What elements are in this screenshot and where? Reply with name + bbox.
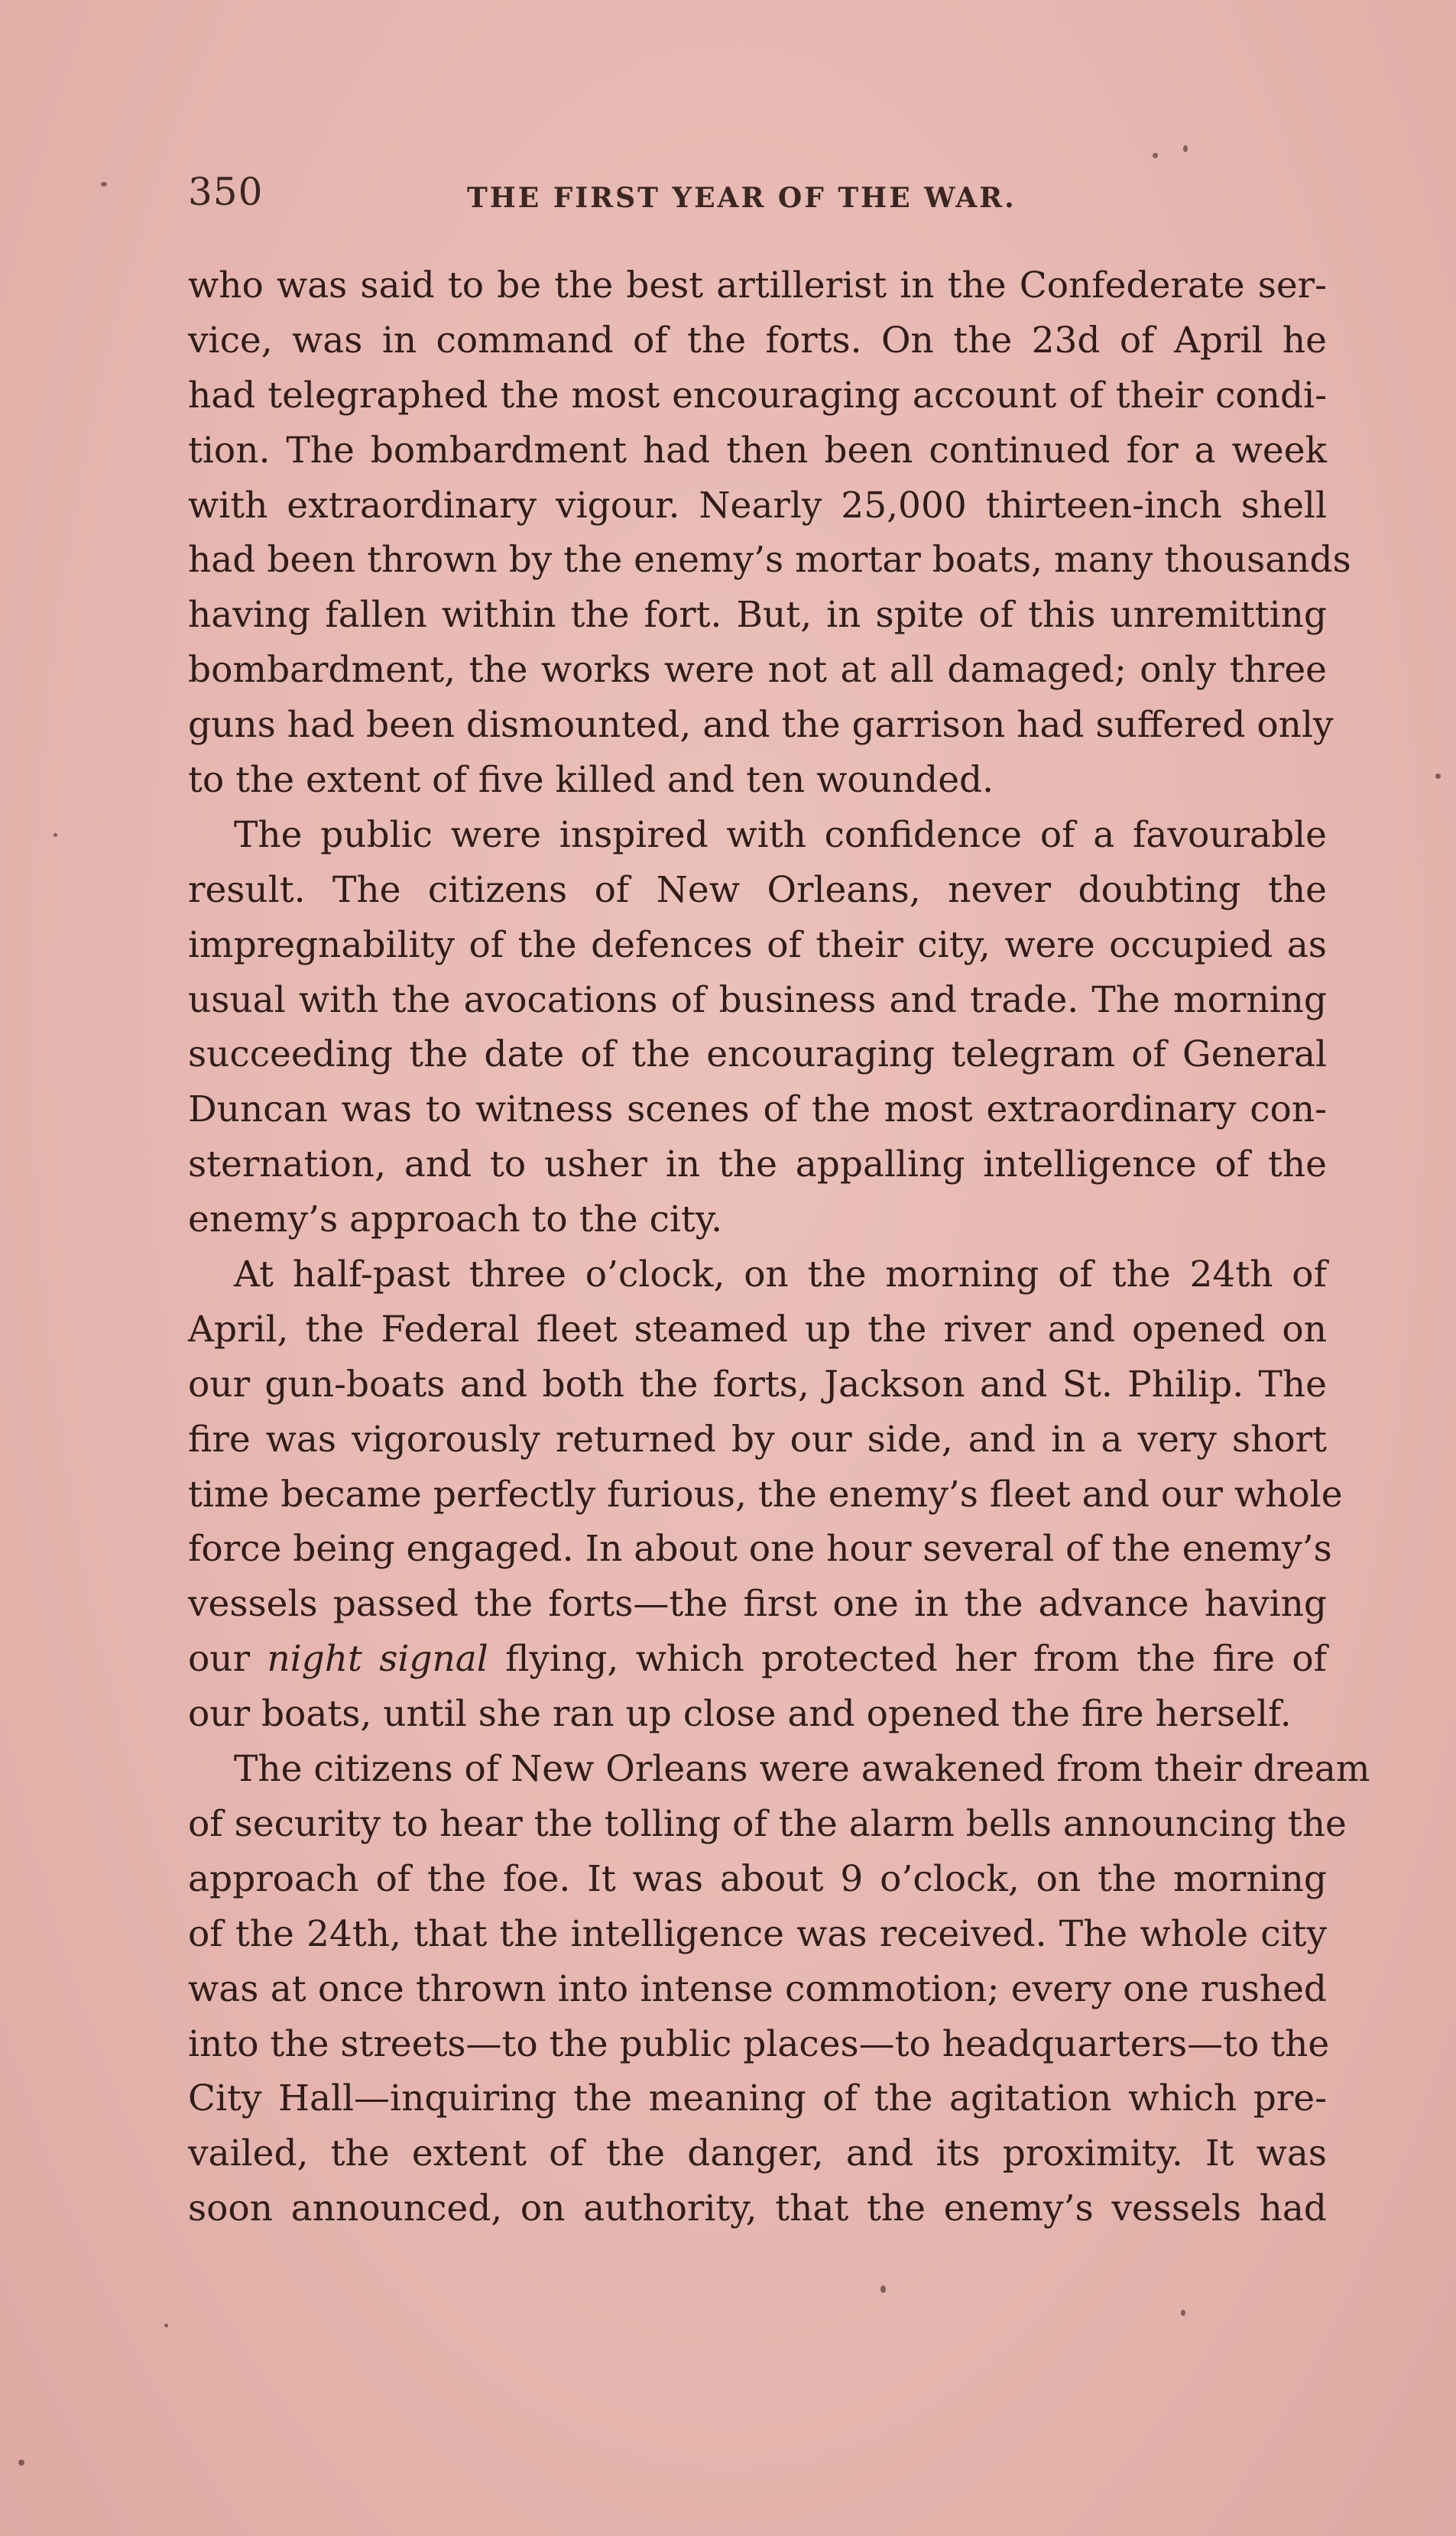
text-line: usual with the avocations of business and trade. The morning bbox=[188, 978, 1327, 1021]
text-line: had been thrown by the enemy’s mortar boats, many thousands bbox=[188, 539, 1351, 582]
text-line: vice, was in command of the forts. On the 23d of April he bbox=[188, 319, 1327, 362]
page-number: 350 bbox=[188, 170, 264, 214]
text-line: to the extent of five killed and ten wounded. bbox=[188, 759, 994, 802]
text-line: bombardment, the works were not at all damaged; only three bbox=[188, 649, 1327, 692]
text-line: approach of the foe. It was about 9 o’clock, on the morning bbox=[188, 1857, 1327, 1900]
text-line bbox=[188, 1632, 1327, 1687]
text-line: vessels passed the forts—the first one in the advance having bbox=[188, 1583, 1327, 1626]
paper-speck bbox=[54, 833, 57, 837]
text-line: enemy’s approach to the city. bbox=[188, 1198, 723, 1241]
text-line: who was said to be the best artillerist in the Confederate ser- bbox=[188, 264, 1327, 306]
text-line: our gun-boats and both the forts, Jackson and St. Philip. The bbox=[188, 1363, 1327, 1406]
text-line: of the 24th, that the intelligence was received. The whole city bbox=[188, 1912, 1327, 1955]
text-line: The citizens of New Orleans were awakened from their dream bbox=[234, 1748, 1370, 1791]
running-head bbox=[188, 170, 1327, 223]
text-line: succeeding the date of the encouraging telegram of General bbox=[188, 1033, 1327, 1076]
text-line: was at once thrown into intense commotion; every one rushed bbox=[188, 1967, 1327, 2010]
text-line: fire was vigorously returned by our side, and in a very short bbox=[188, 1418, 1327, 1461]
paper-speck bbox=[1153, 153, 1158, 158]
paper-speck bbox=[164, 2324, 168, 2327]
text-fragment: our bbox=[188, 1638, 268, 1681]
body-text bbox=[188, 258, 1370, 2236]
text-line: soon announced, on authority, that the enemy’s vessels had bbox=[188, 2187, 1327, 2230]
paper-speck bbox=[18, 2460, 24, 2466]
paper-speck bbox=[1183, 145, 1188, 152]
text-line: having fallen within the fort. But, in spite of this unremitting bbox=[188, 594, 1327, 637]
text-line: The public were inspired with confidence of a favourable bbox=[234, 813, 1327, 856]
paper-speck bbox=[101, 182, 107, 186]
text-line: sternation, and to usher in the appalling intelligence of the bbox=[188, 1143, 1327, 1186]
text-line: had telegraphed the most encouraging account of their condi- bbox=[188, 374, 1327, 417]
text-line: into the streets—to the public places—to headquarters—to the bbox=[188, 2022, 1330, 2065]
text-line: Duncan was to witness scenes of the most extraordinary con- bbox=[188, 1088, 1327, 1131]
text-line: result. The citizens of New Orleans, never doubting the bbox=[188, 868, 1327, 911]
text-line: force being engaged. In about one hour several of the enemy’s bbox=[188, 1528, 1332, 1571]
paper-speck bbox=[1435, 773, 1441, 779]
text-line: City Hall—inquiring the meaning of the agitation which pre- bbox=[188, 2077, 1327, 2120]
text-line: tion. The bombardment had then been continued for a week bbox=[188, 429, 1327, 472]
text-line: At half-past three o’clock, on the morning of the 24th of bbox=[234, 1253, 1327, 1296]
text-fragment: flying, which protected her from the fire of bbox=[488, 1638, 1328, 1681]
text-line: vailed, the extent of the danger, and its proximity. It was bbox=[188, 2132, 1327, 2175]
text-line: guns had been dismounted, and the garrison had suffered only bbox=[188, 704, 1334, 747]
paper-speck bbox=[1181, 2310, 1185, 2316]
text-line: with extraordinary vigour. Nearly 25,000 thirteen-inch shell bbox=[188, 484, 1327, 527]
text-line: of security to hear the tolling of the alarm bells announcing the bbox=[188, 1802, 1347, 1845]
text-line: impregnability of the defences of their city, were occupied as bbox=[188, 923, 1327, 966]
italic-phrase: night signal bbox=[267, 1638, 488, 1681]
running-title: THE FIRST YEAR OF THE WAR. bbox=[467, 182, 1017, 214]
text-line: time became perfectly furious, the enemy’s fleet and our whole bbox=[188, 1473, 1343, 1516]
paper-speck bbox=[880, 2285, 886, 2293]
text-line: our boats, until she ran up close and opened the fire herself. bbox=[188, 1693, 1292, 1736]
text-line: April, the Federal fleet steamed up the river and opened on bbox=[188, 1308, 1327, 1351]
